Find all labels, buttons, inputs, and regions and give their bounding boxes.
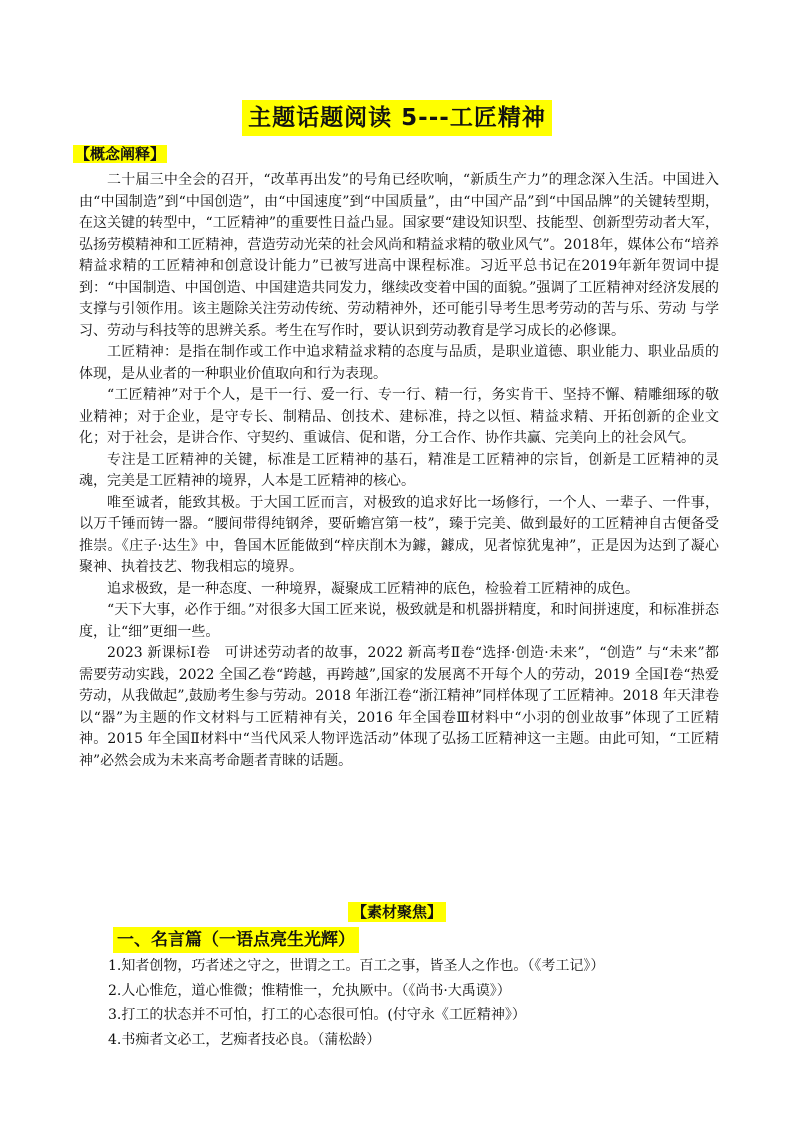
paragraph-intro: 二十届三中全会的召开，“改革再出发”的号角已经吹响，“新质生产力”的理念深入生活。中国进入由“中国制造”到“中国创造”，由“中国速度”到“中国质量”，由“中国产品”到“中国品牌”的关键转型期，在这关键的转型中，“工匠精神”的重要性日益凸显。国家要“建设知识型、技能型、创新型劳动者大军，弘扬劳模精神和工匠精神，营造劳动光荣的社会风尚和精益求精的敬业风气”。2018年，媒体公布“培养精益求精的工匠精神和创意设计能力”已被写进高中课程标准。习近平总书记在2019年新年贺词中提到：“中国制造、中国创造、中国建造共同发力，继续改变着中国的面貌。”强调了工匠精神对经济发展的支撑与引领作用。该主题除关注劳动传统、劳动精神外，还可能引导考生思考劳动的苦与乐、劳动 与学习、劳动与科技等的思辨关系。考生在写作时，要认识到劳动教育是学习成长的必修课。 (79, 172, 719, 339)
quotes-list (108, 954, 604, 1052)
concept-heading-container (73, 143, 167, 165)
paragraph-definition: 工匠精神：是指在制作或工作中追求精益求精的态度与品质，是职业道德、职业能力、职业品质的体现，是从业者的一种职业价值取向和行为表现。 (79, 344, 719, 382)
quote-item: 1.知者创物，巧者述之守之，世谓之工。百工之事，皆圣人之作也。（《考工记》） (108, 958, 605, 974)
paragraph-exams: 2023 新课标Ⅰ卷 可讲述劳动者的故事，2022 新高考Ⅱ卷“选择·创造·未来”，“创造” 与“未来”都需要劳动实践，2022 全国乙卷“跨越，再跨越”,国家的发展离不开每个人的劳动，2019 全国Ⅰ卷“热爱劳动，从我做起”,鼓励考生参与劳动。2018 年浙江卷“浙江精神”同样体现了工匠精神。2018 年天津卷以“器”为主题的作文材料与工匠精神有关，2016 年全国卷Ⅲ材料中“小羽的创业故事”体现了工匠精神。2015 年全国Ⅱ材料中“当代风采人物评选活动”体现了弘扬工匠精神这一主题。由此可知，“工匠精神”必然会成为未来高考命题者青睐的话题。 (79, 645, 719, 769)
paragraph-xi: “天下大事，必作于细。”对很多大国工匠来说，极致就是和机器拼精度，和时间拼速度，和标准拼态度，让“细”更细一些。 (79, 602, 719, 640)
quote-item: 2.人心惟危，道心惟微；惟精惟一，允执厥中。（《尚书·大禹谟》） (108, 982, 511, 999)
section-quotes-title: 一、名言篇（一语点亮生光辉） (113, 927, 359, 953)
quote-item: 3.打工的状态并不可怕，打工的心态很可怕。(付守永《工匠精神》） (108, 1007, 526, 1023)
concept-body (79, 170, 719, 772)
paragraph-core: 专注是工匠精神的关键，标准是工匠精神的基石，精准是工匠精神的宗旨，创新是工匠精神的灵魂，完美是工匠精神的境界，人本是工匠精神的核心。 (79, 451, 719, 489)
concept-heading: 【概念阐释】 (75, 145, 166, 163)
title-container (0, 100, 794, 136)
paragraph-meaning: “工匠精神”对于个人，是干一行、爱一行、专一行、精一行，务实肯干、坚持不懈、精雕细琢的敬业精神；对于企业，是守专长、制精品、创技术、建标准，持之以恒、精益求精、开拓创新的企业文化；对于社会，是讲合作、守契约、重诚信、促和谐，分工合作、协作共赢、完美向上的社会风气。 (79, 387, 719, 446)
quote-item: 4.书痴者文必工，艺痴者技必良。（蒲松龄） (108, 1031, 381, 1048)
paragraph-jizhi: 追求极致，是一种态度、一种境界，凝聚成工匠精神的底色，检验着工匠精神的成色。 (107, 580, 639, 597)
focus-heading: 【素材聚焦】 (348, 902, 446, 922)
paragraph-zhicheng: 唯至诚者，能致其极。于大国工匠而言，对极致的追求好比一场修行，一个人、一辈子、一件事，以万千锤而铸一器。“腰间带得纯钢斧，要斫蟾宫第一枝”，臻于完美、做到最好的工匠精神自古便备受推崇。《庄子·达生》中，鲁国木匠能做到“梓庆削木为鐻，鐻成，见者惊犹鬼神”，正是因为达到了凝心聚神、执着技艺、物我相忘的境界。 (79, 494, 719, 575)
page-title: 主题话题阅读 5---工匠精神 (242, 100, 552, 136)
focus-heading-container (0, 901, 794, 923)
